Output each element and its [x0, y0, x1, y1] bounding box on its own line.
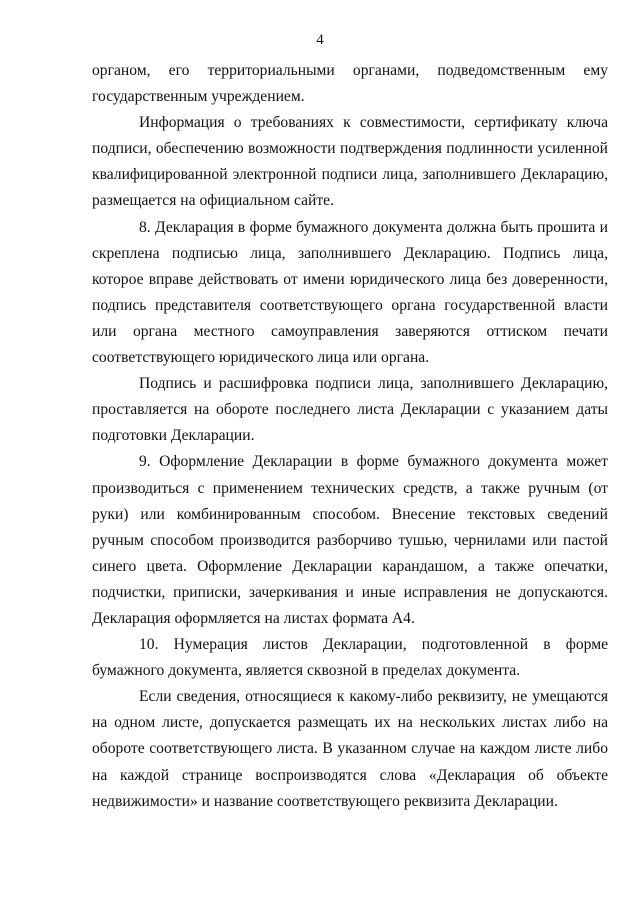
paragraph-item-8: 8. Декларация в форме бумажного документа должна быть прошита и скреплена подписью лица, заполнившего Декларацию. Подпись лица, которое вправе действовать от имени юридического лица без доверенности, подпись представителя соответствующего органа государственной власти или органа местного самоуправления заверяются оттиском печати соответствующего юридического лица или органа.	[92, 218, 608, 367]
paragraph-continuation: органом, его территориальными органами, подведомственным ему государственным учреждением.	[92, 62, 608, 106]
paragraph-item-9: 9. Оформление Декларации в форме бумажного документа может производиться с применением технических средств, а также ручным (от руки) или комбинированным способом. Внесение текстовых сведений ручным способом производится разборчиво тушью, чернилами или пастой синего цвета. Оформление Декларации карандашом, а также опечатки, подчистки, приписки, зачеркивания и иные исправления не допускаются. Декларация оформляется на листах формата А4.	[92, 453, 608, 627]
paragraph-signature-placement: Подпись и расшифровка подписи лица, заполнившего Декларацию, проставляется на обороте последнего листа Декларации с указанием даты подготовки Декларации.	[92, 375, 608, 445]
page-number: 4	[316, 32, 324, 48]
paragraph-multi-sheet-details: Если сведения, относящиеся к какому-либо реквизиту, не умещаются на одном листе, допускается размещать их на нескольких листах либо на обороте соответствующего листа. В указанном случае на каждом листе либо на каждой странице воспроизводятся слова «Декларация об объекте недвижимости» и название соответствующего реквизита Декларации.	[92, 688, 608, 810]
paragraph-item-10: 10. Нумерация листов Декларации, подготовленной в форме бумажного документа, является сквозной в пределах документа.	[92, 636, 608, 680]
document-body	[92, 58, 608, 815]
paragraph-signature-compatibility: Информация о требованиях к совместимости, сертификату ключа подписи, обеспечению возможности подтверждения подлинности усиленной квалифицированной электронной подписи лица, заполнившего Декларацию, размещается на официальном сайте.	[92, 114, 608, 210]
